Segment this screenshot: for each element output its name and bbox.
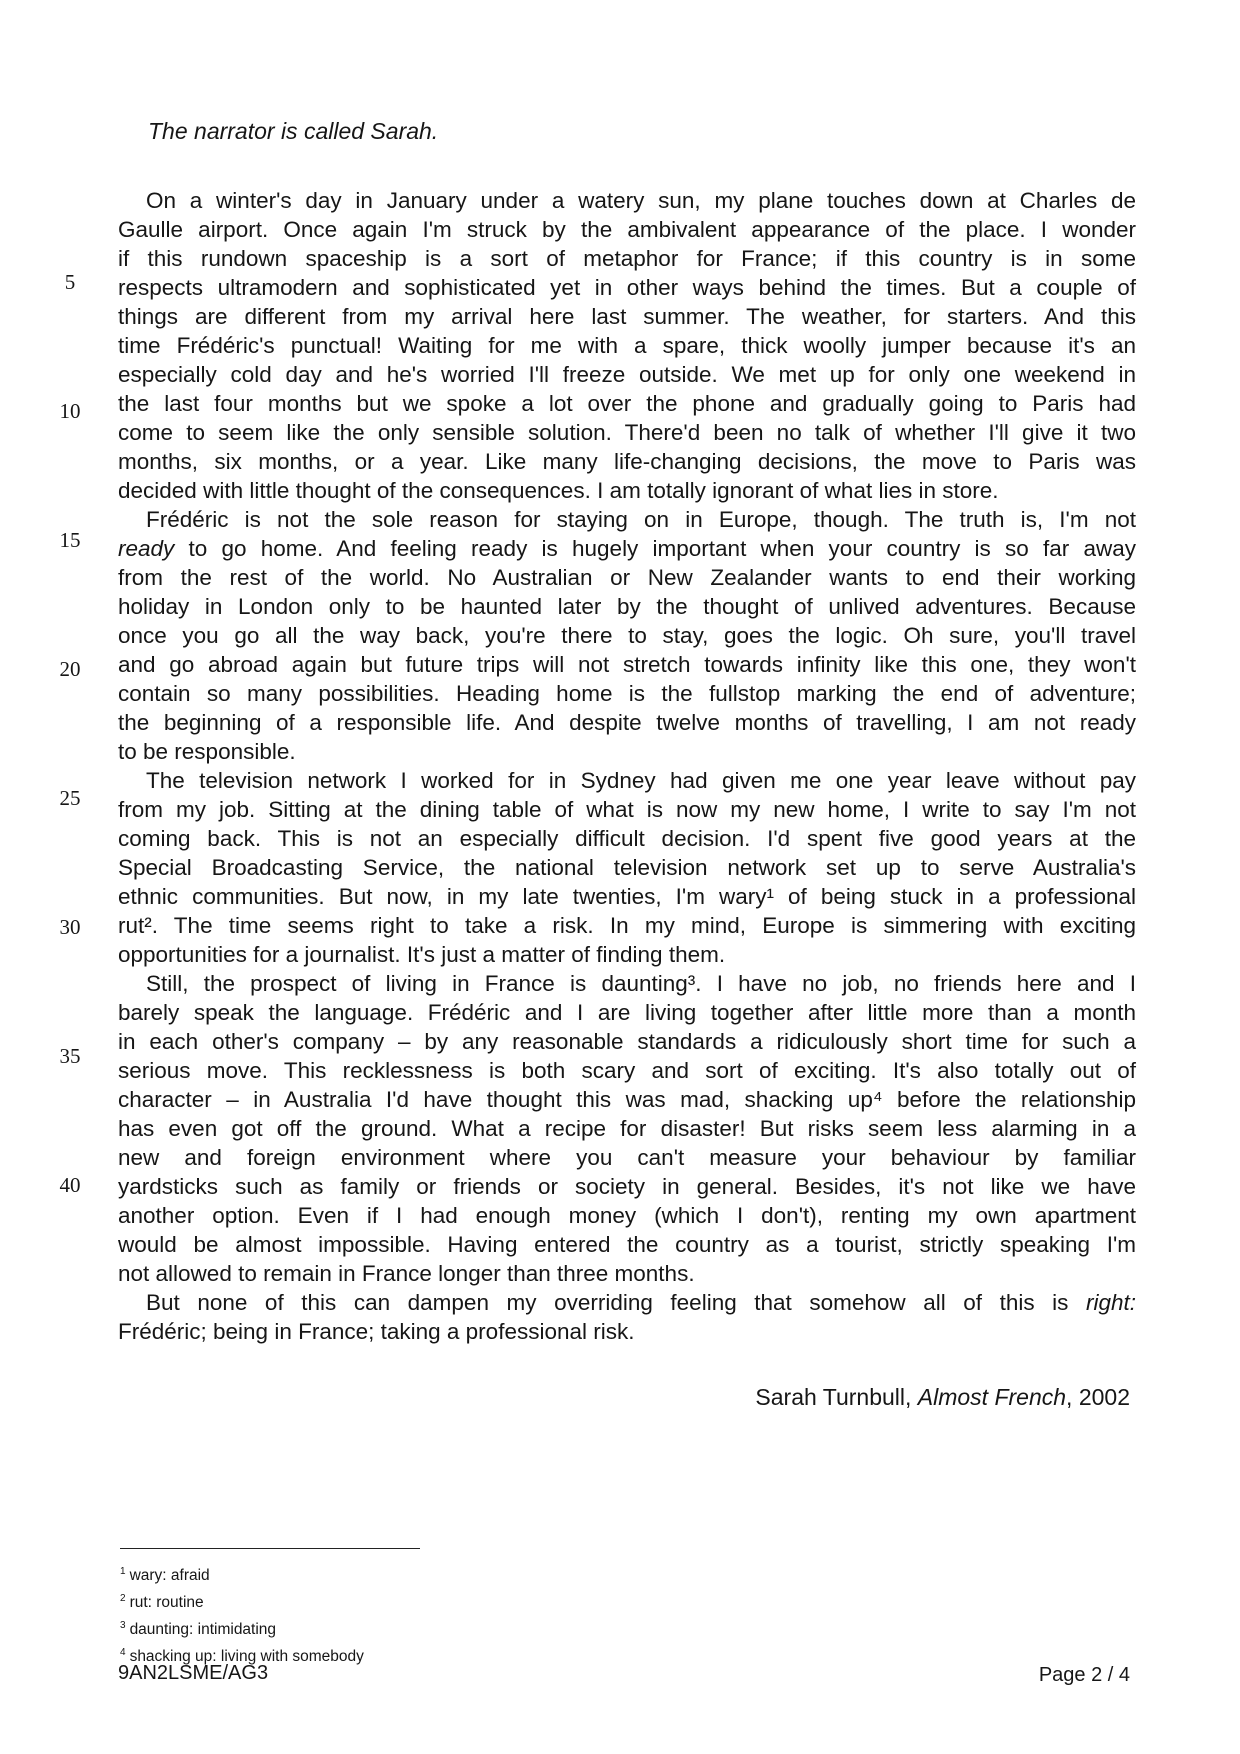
passage-line: the beginning of a responsible life. And despite twelve months of travelling, I am not ready (118, 710, 1136, 735)
passage-line: holiday in London only to be haunted later by the thought of unlived adventures. Because (118, 594, 1136, 619)
passage-line: would be almost impossible. Having entered the country as a tourist, strictly speaking I'm (118, 1232, 1136, 1257)
passage-line: Frédéric is not the sole reason for staying on in Europe, though. The truth is, I'm not (146, 507, 1136, 532)
passage-line: ethnic communities. But now, in my late twenties, I'm wary¹ of being stuck in a professional (118, 884, 1136, 909)
line-number: 35 (59, 1044, 81, 1068)
passage-line: respects ultramodern and sophisticated yet in other ways behind the times. But a couple of (118, 275, 1136, 300)
footnotes (120, 1560, 364, 1668)
line-number: 20 (59, 657, 81, 681)
passage-line: and go abroad again but future trips will not stretch towards infinity like this one, they won't (118, 652, 1136, 677)
passage-line: Special Broadcasting Service, the national television network set up to serve Australia's (118, 855, 1136, 880)
passage-line-rest: to go home. And feeling ready is hugely important when your country is so far away (174, 536, 1136, 561)
footnote-text: shacking up: living with somebody (129, 1648, 364, 1665)
page-number: Page 2 / 4 (1038, 1664, 1130, 1686)
passage-line: from the rest of the world. No Australian or New Zealander wants to end their working (118, 565, 1136, 590)
passage-line-start: But none of this can dampen my overriding feeling that somehow all of this is (146, 1290, 1086, 1315)
footnote (120, 1614, 364, 1641)
line-number: 5 (64, 270, 76, 294)
exam-reference-code: 9AN2LSME/AG3 (118, 1662, 269, 1684)
passage-line: The television network I worked for in Sydney had given me one year leave without pay (146, 768, 1136, 793)
line-number: 40 (59, 1173, 81, 1197)
footnote-text: wary: afraid (129, 1567, 210, 1584)
footnote-text: daunting: intimidating (129, 1621, 277, 1638)
passage-line: yardsticks such as family or friends or society in general. Besides, it's not like we have (118, 1174, 1136, 1199)
footnote-mark: 3 (120, 1620, 126, 1631)
line-number: 30 (59, 915, 81, 939)
line-number: 10 (59, 399, 81, 423)
passage-line: if this rundown spaceship is a sort of metaphor for France; if this country is in some (118, 246, 1136, 271)
passage-line: months, six months, or a year. Like many life-changing decisions, the move to Paris was (118, 449, 1136, 474)
passage-line: another option. Even if I had enough money (which I don't), renting my own apartment (118, 1203, 1136, 1228)
footnote (120, 1587, 364, 1614)
footnote-divider (120, 1548, 420, 1549)
passage-line: the last four months but we spoke a lot over the phone and gradually going to Paris had (118, 391, 1136, 416)
passage (118, 186, 1136, 1346)
passage-line-ready (118, 534, 1136, 563)
passage-line: contain so many possibilities. Heading home is the fullstop marking the end of adventure; (118, 681, 1136, 706)
passage-line: from my job. Sitting at the dining table of what is now my new home, I write to say I'm not (118, 797, 1136, 822)
passage-line: Gaulle airport. Once again I'm struck by the ambivalent appearance of the place. I wonder (118, 217, 1136, 242)
passage-line: Still, the prospect of living in France is daunting³. I have no job, no friends here and I (146, 971, 1136, 996)
year: , 2002 (1066, 1384, 1130, 1410)
passage-line: coming back. This is not an especially difficult decision. I'd spent five good years at the (118, 826, 1136, 851)
author: Sarah Turnbull, (755, 1384, 918, 1410)
passage-line: decided with little thought of the consequences. I am totally ignorant of what lies in store. (118, 478, 999, 503)
passage-line: especially cold day and he's worried I'll freeze outside. We met up for only one weekend in (118, 362, 1136, 387)
passage-line: has even got off the ground. What a recipe for disaster! But risks seem less alarming in a (118, 1116, 1136, 1141)
passage-line: time Frédéric's punctual! Waiting for me with a spare, thick woolly jumper because it's an (118, 333, 1136, 358)
emphasis-right: right: (1085, 1290, 1136, 1315)
passage-line: not allowed to remain in France longer than three months. (118, 1261, 695, 1286)
passage-line: Frédéric; being in France; taking a professional risk. (118, 1319, 635, 1344)
passage-line: new and foreign environment where you can't measure your behaviour by familiar (118, 1145, 1136, 1170)
passage-line: opportunities for a journalist. It's just a matter of finding them. (118, 942, 726, 967)
passage-line: barely speak the language. Frédéric and I are living together after little more than a month (118, 1000, 1136, 1025)
passage-line: things are different from my arrival here last summer. The weather, for starters. And this (118, 304, 1136, 329)
passage-line: to be responsible. (118, 739, 296, 764)
footnote-mark: 1 (120, 1566, 126, 1577)
narrator-note: The narrator is called Sarah. (148, 118, 439, 144)
footnote-text: rut: routine (129, 1594, 204, 1611)
passage-line: come to seem like the only sensible solution. There'd been no talk of whether I'll give it two (118, 420, 1136, 445)
footnote-mark: 4 (120, 1647, 126, 1658)
passage-line: On a winter's day in January under a watery sun, my plane touches down at Charles de (146, 188, 1136, 213)
passage-line: once you go all the way back, you're there to stay, goes the logic. Oh sure, you'll travel (118, 623, 1136, 648)
emphasis-ready: ready (118, 536, 175, 561)
line-number: 25 (59, 786, 81, 810)
passage-line: character – in Australia I'd have thought this was mad, shacking up⁴ before the relationship (118, 1087, 1136, 1112)
passage-line: rut². The time seems right to take a risk. In my mind, Europe is simmering with exciting (118, 913, 1136, 938)
passage-line: in each other's company – by any reasonable standards a ridiculously short time for such a (118, 1029, 1136, 1054)
passage-line-right (118, 1288, 1136, 1317)
passage-line: serious move. This recklessness is both scary and sort of exciting. It's also totally out of (118, 1058, 1136, 1083)
book-title: Almost French (917, 1384, 1067, 1410)
line-number: 15 (59, 528, 81, 552)
footnote-mark: 2 (120, 1593, 126, 1604)
footnote (120, 1560, 364, 1587)
source-attribution (755, 1384, 1130, 1411)
